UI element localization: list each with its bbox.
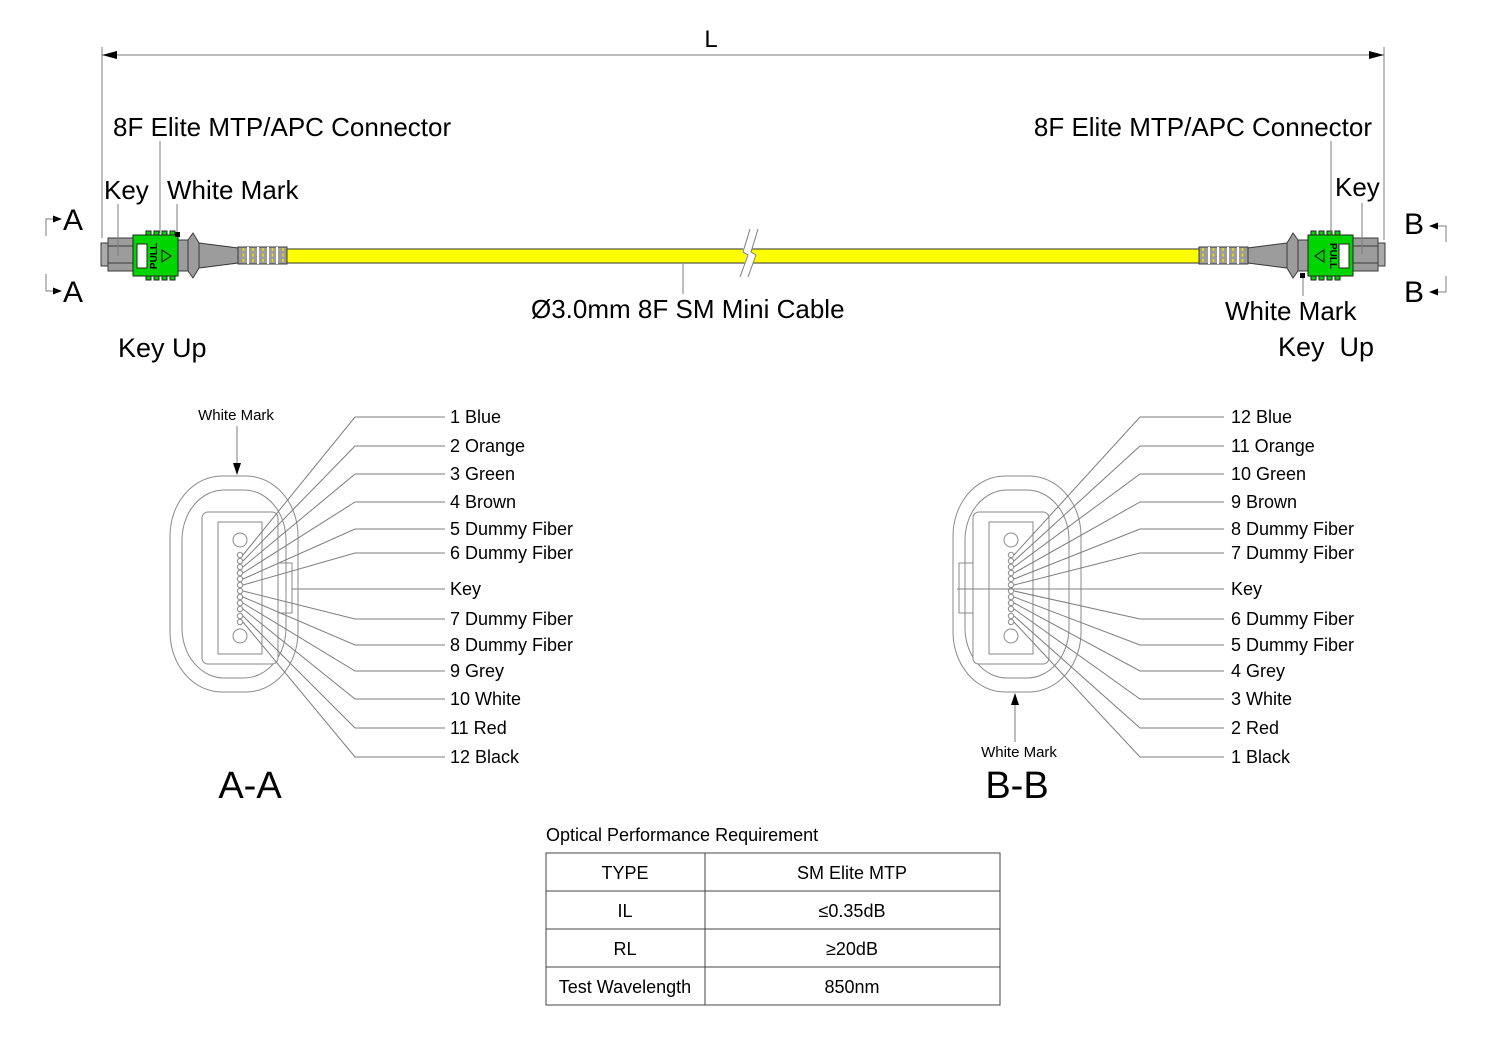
fiber-label: 7 Dummy Fiber [450, 609, 574, 629]
fiber-label: 5 Dummy Fiber [1231, 635, 1355, 655]
body-left [108, 238, 133, 271]
key-tab-b [959, 563, 973, 613]
dimension-arrow-right [1369, 51, 1384, 59]
green-housing-left [133, 231, 178, 280]
key-caption-b: Key [1231, 579, 1263, 599]
white-mark-dot-right [1300, 273, 1305, 278]
section-marker-b-top [1404, 208, 1446, 242]
white-mark-caption-a: White Mark [198, 407, 274, 424]
table-cell-value: ≤0.35dB [818, 901, 886, 921]
pull-strap-right [1339, 244, 1349, 268]
svg-text:A: A [62, 276, 84, 309]
section-title-a: A-A [218, 765, 282, 807]
fiber-label: 9 Brown [1231, 492, 1298, 512]
fiber-label: 9 Grey [450, 661, 505, 681]
section-title-b: B-B [985, 765, 1049, 807]
key-tab-a [278, 563, 292, 613]
connector-left [46, 112, 451, 363]
fiber-label: 7 Dummy Fiber [1231, 543, 1355, 563]
connector-title-right: 8F Elite MTP/APC Connector [1033, 112, 1372, 142]
collar-left [178, 240, 188, 271]
flange-right [1287, 233, 1298, 278]
white-mark-dot-left [175, 232, 180, 237]
fiber-label: 1 Blue [450, 407, 502, 427]
fiber-label: 6 Dummy Fiber [450, 543, 574, 563]
fiber-label: 2 Red [1231, 718, 1280, 738]
fiber-label: 3 White [1231, 689, 1293, 709]
collar-right [1298, 240, 1308, 271]
body-right [1353, 238, 1378, 271]
fiber-label: 10 White [450, 689, 522, 709]
dimension-arrow-left [102, 51, 117, 59]
section-view-b [953, 407, 1354, 807]
key-up-label-left: Key Up [118, 333, 207, 363]
fiber-label: 3 Green [450, 464, 516, 484]
green-housing-right [1308, 231, 1353, 280]
section-marker-a-bottom [46, 274, 83, 309]
table-title: Optical Performance Requirement [546, 825, 819, 845]
table-cell-label: IL [617, 901, 633, 921]
section-marker-b-bottom [1404, 276, 1446, 309]
fiber-label: 8 Dummy Fiber [1231, 519, 1355, 539]
pull-strap-left [137, 244, 147, 268]
boot-left [199, 243, 238, 268]
fiber-label: 11 Red [450, 718, 507, 738]
fiber-label: 11 Orange [1231, 436, 1315, 456]
fiber-label: 12 Black [450, 747, 520, 767]
white-mark-caption-b: White Mark [981, 744, 1057, 761]
fiber-label: 1 Black [1231, 747, 1291, 767]
ferrule-tip-left [101, 243, 108, 266]
key-caption-a: Key [450, 579, 482, 599]
ferrule-tip-right [1378, 243, 1385, 266]
key-label-right: Key [1335, 172, 1380, 202]
fiber-label: 10 Green [1231, 464, 1307, 484]
boot-right [1248, 243, 1287, 268]
table-cell-value: 850nm [824, 977, 880, 997]
svg-text:B: B [1403, 208, 1425, 241]
table-row [613, 939, 877, 959]
flange-left [188, 233, 199, 278]
table-cell-label: Test Wavelength [558, 977, 692, 997]
table-row [559, 977, 880, 997]
cable-label: Ø3.0mm 8F SM Mini Cable [531, 294, 845, 324]
key-label-left: Key [104, 175, 149, 205]
table-cell-value: ≥20dB [826, 939, 878, 959]
section-view-a [170, 407, 573, 807]
fiber-label: 8 Dummy Fiber [450, 635, 574, 655]
svg-text:B: B [1403, 276, 1425, 309]
pull-label-right: PULL [1327, 242, 1338, 270]
cable [287, 229, 1199, 324]
key-up-label-right: Key Up [1278, 332, 1375, 362]
dimension-label: L [704, 26, 718, 53]
section-marker-a-top [46, 204, 83, 237]
connector-title-left: 8F Elite MTP/APC Connector [113, 112, 452, 142]
white-mark-label-left: White Mark [167, 175, 299, 205]
connector-face-a [170, 476, 298, 692]
fiber-label: 2 Orange [450, 436, 526, 456]
table-cell-label: RL [613, 939, 637, 959]
fiber-label: 12 Blue [1231, 407, 1293, 427]
performance-table [546, 825, 1000, 1005]
fiber-label: 4 Grey [1231, 661, 1286, 681]
table-cell-label: TYPE [601, 863, 649, 883]
fiber-label: 5 Dummy Fiber [450, 519, 574, 539]
pull-label-left: PULL [149, 242, 160, 270]
fiber-label: 6 Dummy Fiber [1231, 609, 1355, 629]
white-mark-label-right: White Mark [1225, 296, 1357, 326]
fiber-labels-b [1231, 407, 1354, 767]
svg-text:A: A [62, 204, 84, 237]
fiber-labels-a [450, 407, 573, 767]
crimp-section-left [238, 247, 287, 264]
table-row [617, 901, 885, 921]
fiber-label: 4 Brown [450, 492, 517, 512]
table-row [601, 863, 907, 883]
table-cell-value: SM Elite MTP [796, 863, 908, 883]
crimp-section-right [1199, 247, 1248, 264]
